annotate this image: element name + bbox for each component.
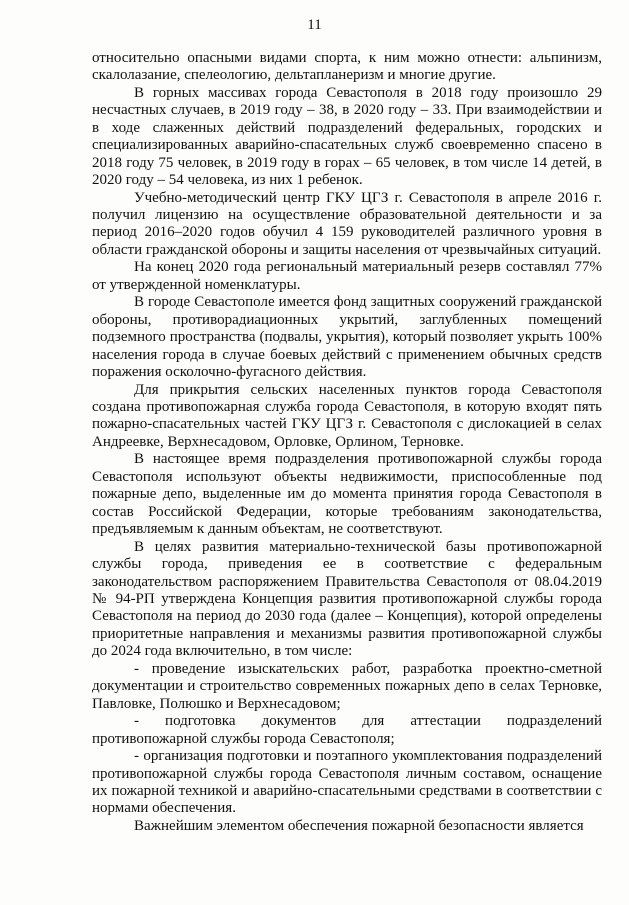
list-item-certification: - подготовка документов для аттестации подразделений противопожарной службы города Севастополя;	[92, 713, 602, 747]
paragraph-training-center: Учебно-методический центр ГКУ ЦГЗ г. Севастополя в апреле 2016 г. получил лицензию на осуществление образовательной деятельности и за период 2016–2020 годов обучил 4 159 руководителей различного уровня в области гражданской обороны и защиты населения от чрезвычайных ситуаций.	[92, 189, 602, 258]
paragraph-protective-structures: В городе Севастополе имеется фонд защитных сооружений гражданской обороны, противорадиационных укрытий, заглубленных помещений подземного пространства (подвалы, укрытия), который позволяет укрыть 100% населения города в случае боевых действий с применением обычных средств поражения осколочно-фугасного действия.	[92, 294, 602, 381]
page-number: 11	[307, 17, 322, 33]
paragraph-material-reserve: На конец 2020 года региональный материальный резерв составлял 77% от утвержденной номенклатуры.	[92, 259, 602, 293]
paragraph-fire-safety: Важнейшим элементом обеспечения пожарной безопасности является	[134, 817, 584, 834]
paragraph-fire-service: Для прикрытия сельских населенных пунктов города Севастополя создана противопожарная служба города Севастополя, в которую входят пять пожарно-спасательных частей ГКУ ЦГЗ г. Севастополя с дислокацией в селах Андреевке, Верхнесадовом, Орловке, Орлином, Терновке.	[92, 381, 602, 450]
document-body	[92, 50, 602, 836]
paragraph-concept: В целях развития материально-технической базы противопожарной службы города, приведения ее в соответствие с федеральным законодательством распоряжением Правительства Севастополя от 08.04.2019 № 94-РП утверждена Концепция развития противопожарной службы города Севастополя на период до 2030 года (далее – Концепция), которой определены приоритетные направления и механизмы развития противопожарной службы до 2024 года включительно, в том числе:	[92, 538, 602, 660]
paragraph-fire-depots: В настоящее время подразделения противопожарной службы города Севастополя используют объекты недвижимости, приспособленные под пожарные депо, выделенные им до момента принятия города Севастополя в состав Российской Федерации, которые требованиям законодательства, предъявляемым к данным объектам, не соответствуют.	[92, 451, 602, 538]
list-item-survey-works: - проведение изыскательских работ, разработка проектно-сметной документации и строительство современных пожарных депо в селах Терновке, Павловке, Полюшко и Верхнесадовом;	[92, 660, 602, 712]
list-item-staffing: - организация подготовки и поэтапного укомплектования подразделений противопожарной службы города Севастополя личным составом, оснащение их пожарной техникой и аварийно-спасательными средствами в соответствии с нормами обеспечения.	[92, 748, 602, 817]
paragraph-sports-continuation: относительно опасными видами спорта, к ним можно отнести: альпинизм, скалолазание, спелеологию, дельтапланеризм и многие другие.	[92, 50, 602, 84]
paragraph-mountain-accidents: В горных массивах города Севастополя в 2018 году произошло 29 несчастных случаев, в 2019 году – 38, в 2020 году – 33. При взаимодействии и в ходе слаженных действий подразделений федеральных, городских и специализированных аварийно-спасательных служб своевременно спасено в 2018 году 75 человек, в 2019 году в горах – 65 человек, в том числе 14 детей, в 2020 году – 54 человека, из них 1 ребенок.	[92, 85, 602, 189]
